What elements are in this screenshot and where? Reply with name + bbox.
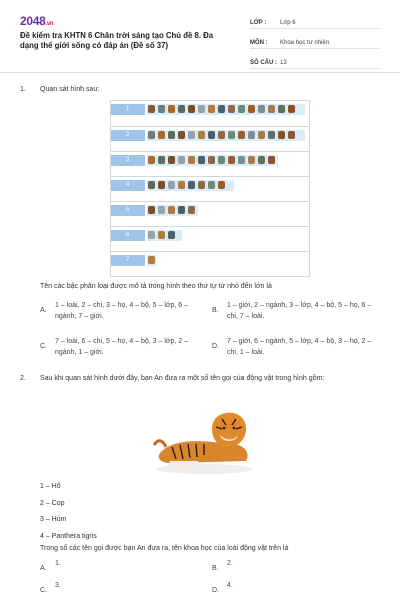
animal-icon xyxy=(158,231,165,239)
animal-icon xyxy=(248,131,255,139)
option-letter: C. xyxy=(40,343,47,350)
option-letter: B. xyxy=(212,307,219,314)
animal-icon xyxy=(148,181,155,189)
animal-icon xyxy=(148,105,155,113)
q1-question: Tên các bậc phân loại được mô tả trong hình theo thứ tự từ nhỏ đến lớn là xyxy=(40,283,272,290)
header-divider xyxy=(0,72,400,73)
animal-icon xyxy=(228,131,235,139)
animal-icon xyxy=(228,156,235,164)
animal-icon xyxy=(178,181,185,189)
animal-icon xyxy=(148,206,155,214)
taxon-row-label: 3 xyxy=(111,155,145,166)
animal-icon xyxy=(178,206,185,214)
animal-icon xyxy=(168,231,175,239)
taxonomy-figure xyxy=(110,100,310,277)
meta-value: 13 xyxy=(280,60,287,66)
taxon-row xyxy=(111,201,309,220)
taxon-row xyxy=(111,251,309,270)
option-letter: A. xyxy=(40,307,47,314)
taxon-row-label: 2 xyxy=(111,130,145,141)
taxon-row xyxy=(111,176,309,195)
animal-icon xyxy=(148,156,155,164)
animal-icon xyxy=(188,105,195,113)
animal-icon xyxy=(198,181,205,189)
animal-icon xyxy=(158,181,165,189)
animal-icon xyxy=(168,156,175,164)
animal-icon xyxy=(278,131,285,139)
option-text: 7 – loài, 6 – chi, 5 – họ, 4 – bộ, 3 – lớp, 2 – ngành, 1 – giới. xyxy=(55,338,189,356)
option-text: 4. xyxy=(227,582,233,589)
animal-icon xyxy=(178,131,185,139)
q1-prompt: Quan sát hình sau: xyxy=(40,86,100,93)
exam-meta xyxy=(250,12,380,72)
animal-icon xyxy=(168,105,175,113)
meta-row-count xyxy=(250,52,380,69)
animal-icon xyxy=(288,131,295,139)
option-letter: D. xyxy=(212,343,219,350)
animal-icon xyxy=(238,131,245,139)
animal-icon xyxy=(158,156,165,164)
animal-icon xyxy=(188,206,195,214)
taxon-row-label: 7 xyxy=(111,255,145,266)
animal-icon xyxy=(218,105,225,113)
animal-icon xyxy=(218,181,225,189)
meta-row-class xyxy=(250,12,380,29)
list-item: 1 – Hổ xyxy=(40,483,61,490)
animal-icon xyxy=(188,156,195,164)
animal-icon xyxy=(208,156,215,164)
animal-icon xyxy=(278,105,285,113)
animal-icon xyxy=(258,156,265,164)
animal-icon xyxy=(148,256,155,264)
taxon-row-label: 6 xyxy=(111,230,145,241)
option-text: 7 – giới, 6 – ngành, 5 – lớp, 4 – bộ, 3 – họ, 2 – chi, 1 – loài. xyxy=(227,338,372,356)
animal-icon xyxy=(198,131,205,139)
animal-icon xyxy=(228,105,235,113)
animal-icon xyxy=(258,131,265,139)
animal-icon xyxy=(208,131,215,139)
taxon-row xyxy=(111,126,309,145)
animal-icon xyxy=(158,206,165,214)
animal-icon xyxy=(188,181,195,189)
list-item: 3 – Hùm xyxy=(40,516,67,523)
tiger-head xyxy=(212,413,246,447)
logo-main: 2048 xyxy=(20,14,46,28)
option-text: 2. xyxy=(227,560,233,567)
animal-icon xyxy=(178,156,185,164)
tiger-image xyxy=(150,395,260,475)
animal-icon xyxy=(198,105,205,113)
list-item: 4 – Panthera tigris xyxy=(40,532,97,540)
meta-row-subject xyxy=(250,32,380,49)
tiger-front-paws xyxy=(168,461,200,467)
meta-key: MÔN : xyxy=(250,40,268,46)
taxon-row xyxy=(111,101,309,119)
animal-icon xyxy=(268,105,275,113)
animal-icon xyxy=(148,131,155,139)
animal-icon xyxy=(248,156,255,164)
animal-icon xyxy=(248,105,255,113)
animal-icon xyxy=(158,131,165,139)
page-header xyxy=(0,0,400,70)
animal-icon xyxy=(168,131,175,139)
animal-icon xyxy=(188,131,195,139)
q2-name-list xyxy=(40,479,97,545)
q2-question: Trong số các tên gọi được bạn An đưa ra, tên khoa học của loài động vật trên là xyxy=(40,545,289,552)
animal-icon xyxy=(218,156,225,164)
q1-number: 1. xyxy=(20,86,26,93)
animal-icon xyxy=(238,105,245,113)
animal-icon xyxy=(168,181,175,189)
meta-value: Lớp 6 xyxy=(280,20,296,26)
q2-prompt: Sau khi quan sát hình dưới đây, bạn An đưa ra một số tên gọi của động vật trong hình gồm: xyxy=(40,375,325,382)
animal-icon xyxy=(178,105,185,113)
tiger-tail xyxy=(154,441,166,447)
list-item: 2 – Cọp xyxy=(40,499,65,507)
animal-icon xyxy=(218,131,225,139)
option-letter: D. xyxy=(212,587,219,594)
option-text: 1 – loài, 2 – chi, 3 – họ, 4 – bộ, 5 – lớp, 6 – ngành, 7 – giới. xyxy=(55,302,189,320)
meta-value: Khoa học tự nhiên xyxy=(280,40,330,46)
option-letter: C. xyxy=(40,587,47,594)
logo-suffix: .vn xyxy=(45,21,54,27)
meta-key: SỐ CÂU : xyxy=(250,60,277,66)
tiger-eye xyxy=(233,427,236,430)
animal-icon xyxy=(288,105,295,113)
option-letter: A. xyxy=(40,565,47,572)
option-text: 1 – giới, 2 – ngành, 3 – lớp, 4 – bộ, 5 – họ, 6 – chi, 7 – loài. xyxy=(227,302,372,320)
meta-key: LỚP : xyxy=(250,20,267,26)
option-text: 3. xyxy=(55,582,61,589)
animal-icon xyxy=(238,156,245,164)
taxon-row xyxy=(111,151,309,170)
animal-icon xyxy=(208,181,215,189)
taxon-row xyxy=(111,226,309,245)
animal-icon xyxy=(148,231,155,239)
animal-icon xyxy=(258,105,265,113)
option-text: 1. xyxy=(55,560,61,567)
animal-icon xyxy=(268,131,275,139)
animal-icon xyxy=(158,105,165,113)
site-logo[interactable] xyxy=(20,14,53,28)
animal-icon xyxy=(168,206,175,214)
q2-number: 2. xyxy=(20,375,26,382)
taxon-row-label: 4 xyxy=(111,180,145,191)
animal-icon xyxy=(198,156,205,164)
tiger-eye xyxy=(223,427,226,430)
animal-icon xyxy=(208,105,215,113)
taxon-row-label: 5 xyxy=(111,205,145,216)
taxon-row-label: 1 xyxy=(111,104,145,115)
animal-icon xyxy=(268,156,275,164)
page-title: Đề kiểm tra KHTN 6 Chân trời sáng tạo Chủ đề 8. Đa dạng thế giới sống có đáp án (Đề số 37) xyxy=(20,31,214,50)
option-letter: B. xyxy=(212,565,219,572)
